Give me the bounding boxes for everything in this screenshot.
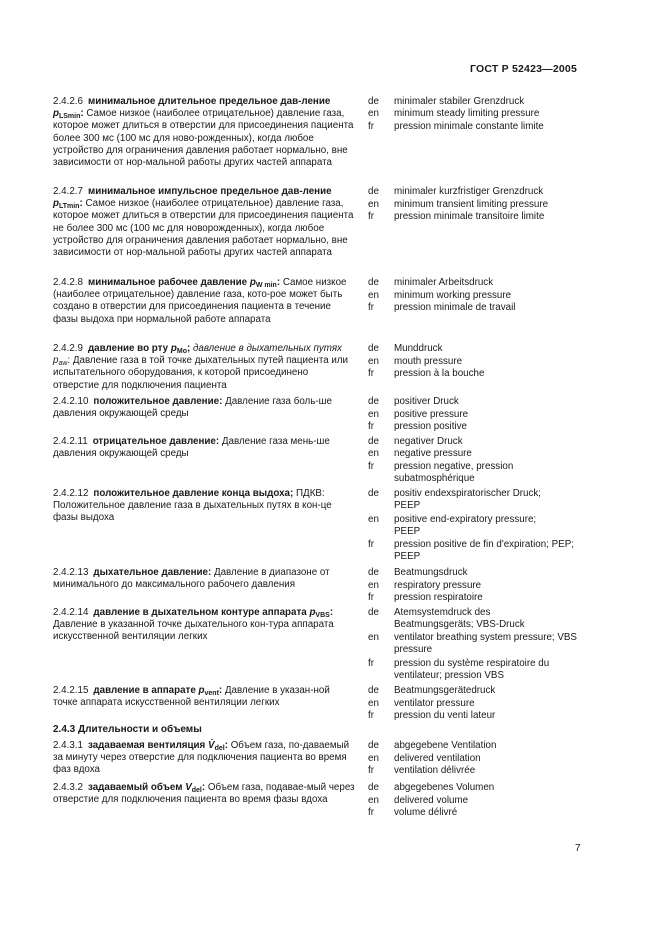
lang-en: en [368, 108, 379, 119]
translation-de: abgegebenes Volumen [394, 782, 495, 793]
translation-fr: pression positive de fin d'expiration; PEP; PEEP [394, 539, 574, 563]
translation-en: ventilator pressure [394, 698, 475, 709]
entry-term: задаваемый объем [87, 782, 183, 793]
entry-number: 2.4.2.6 [53, 96, 83, 107]
lang-de: de [368, 488, 379, 499]
translation-de: minimaler kurzfristiger Grenzdruck [394, 186, 544, 197]
lang-en: en [368, 356, 379, 367]
lang-fr: fr [368, 461, 374, 472]
entry-term: положительное давление конца выдоха; [93, 488, 294, 499]
entry-definition: Давление газа боль-ше давления окружающей среды [53, 396, 332, 420]
entry-number: 2.4.2.11 [53, 436, 88, 447]
lang-de: de [368, 343, 379, 354]
entry-definition: Давление в указанной точке дыхательного кон-тура аппарата искусственной вентиляции легких [53, 619, 334, 643]
entry-term: давление в аппарате [93, 685, 196, 696]
entry-definition: Давление газа в той точке дыхательных путей пациента или испытательного оборудования, к которой присоединено отверстие для подключения пациента [53, 355, 349, 391]
entry-number: 2.4.2.9 [53, 343, 83, 354]
translation-en: positive end-expiratory pressure; PEEP [394, 514, 537, 538]
lang-de: de [368, 396, 379, 407]
translation-fr: volume délivré [394, 807, 458, 818]
entry-term: минимальное импульсное предельное дав-ление [87, 186, 332, 197]
entry-2-4-2-15: 2.4.2.15 давление в аппарате $p_{vent}$: Давление в указан-ной точке аппарата искусственной вентиляции легких [53, 685, 330, 709]
lang-fr: fr [368, 121, 374, 132]
entry-term: задаваемая вентиляция [87, 740, 206, 751]
entry-term: давление в дыхательном контуре аппарата [93, 607, 307, 618]
entry-term: давление во рту [87, 343, 169, 354]
translation-de: positiver Druck [394, 396, 459, 407]
translation-fr: pression minimale constante limite [394, 121, 544, 132]
translation-fr: pression respiratoire [394, 592, 483, 603]
lang-en: en [368, 698, 379, 709]
entry-number: 2.4.2.15 [53, 685, 89, 696]
entry-2-4-2-12 [53, 488, 356, 525]
lang-fr: fr [368, 710, 374, 721]
translation-en: respiratory pressure [394, 580, 482, 591]
term-symbol: p [198, 685, 205, 696]
lang-fr: fr [368, 539, 374, 550]
term-symbol: p [249, 277, 256, 288]
lang-de: de [368, 567, 379, 578]
lang-en: en [368, 409, 379, 420]
translation-de: Munddruck [394, 343, 443, 354]
lang-en: en [368, 795, 379, 806]
translation-de: positiv endexspiratorischer Druck; PEEP [394, 488, 542, 512]
term-subscript: del [214, 745, 225, 752]
translation-en: delivered ventilation [394, 753, 481, 764]
translation-en: minimum working pressure [394, 290, 512, 301]
entry-2-4-2-10: 2.4.2.10 положительное давление: Давление газа боль-ше давления окружающей среды [53, 396, 332, 420]
translation-en: mouth pressure [394, 356, 463, 367]
term-symbol: p [309, 607, 316, 618]
alt-subscript: aw [58, 360, 68, 368]
translation-de: minimaler Arbeitsdruck [394, 277, 494, 288]
term-subscript: LSmin [58, 113, 81, 121]
lang-fr: fr [368, 765, 374, 776]
lang-de: de [368, 740, 379, 751]
entry-term: положительное давление [93, 396, 220, 407]
translation-de: Beatmungsgerätedruck [394, 685, 496, 696]
translation-de: Atemsystemdruck des Beatmungsgeräts; VBS-Druck [394, 607, 525, 631]
entry-2-4-2-8: 2.4.2.8 минимальное рабочее давление $p_{W min}$: Самое низкое (наиболее отрицательное) давление газа, кото-рое может быть создано в отверстии для присоединения пациента в течение фазы выдоха при нормальной работе аппарата [53, 277, 347, 325]
entry-number: 2.4.2.10 [53, 396, 89, 407]
translation-fr: pression minimale de travail [394, 302, 516, 313]
entry-2-4-2-14: 2.4.2.14 давление в дыхательном контуре аппарата $p_{VBS}$: Давление в указанной точке дыхательного кон-тура аппарата искусственной вентиляции легких [53, 607, 334, 643]
entry-number: 2.4.2.13 [53, 567, 89, 578]
translation-fr: ventilation délivrée [394, 765, 476, 776]
entry-definition: Самое низкое (наиболее отрицательное) давление газа, которое может длиться в отверстии для присоединения пациента более 300 мс (100 мс для ново-рожденных), когда любое устройство для ограничения давления работает нормально, вне зависимости от нор-мальной работы других частей аппарата [53, 108, 354, 169]
entry-definition: Самое низкое (наиболее отрицательное) давление газа, кото-рое может быть создано в отверстии для присоединения пациента в течение фазы выдоха при нормальной работе аппарата [53, 277, 347, 325]
translation-en: ventilator breathing system pressure; VBS pressure [394, 632, 577, 656]
term-symbol: p [170, 343, 177, 354]
term-subscript: Mo [176, 348, 187, 355]
alt-symbol: p [53, 355, 59, 367]
translation-de: Beatmungsdruck [394, 567, 468, 578]
translation-fr: pression positive [394, 421, 467, 432]
entry-number: 2.4.2.12 [53, 488, 89, 499]
entry-definition: Объем газа, по-даваемый за минуту через отверстие для подключения пациента во время фаз вдоха [53, 740, 350, 776]
translation-en: minimum transient limiting pressure [394, 199, 549, 210]
standard-header: ГОСТ Р 52423—2005 [470, 63, 578, 75]
lang-en: en [368, 753, 379, 764]
lang-fr: fr [368, 421, 374, 432]
term-subscript: del [191, 787, 202, 794]
entry-2-4-2-6: 2.4.2.6 минимальное длительное предельное дав-ление $p_{LSmin}$: Самое низкое (наиболее отрицательное) давление газа, которое может длиться в отверстии для присоединения пациента более 300 мс (100 мс для ново-рожденных), когда любое устройство для ограничения давления работает нормально, вне зависимости от нор-мальной работы других частей аппарата [53, 96, 354, 169]
term-subscript: W min [255, 282, 277, 289]
term-symbol: V̇ [208, 740, 215, 751]
entry-alt-term: давление в дыхательных путях [192, 343, 342, 354]
entry-number: 2.4.2.7 [53, 186, 83, 197]
entry-definition: Давление в диапазоне от минимального до максимального рабочего давления [53, 567, 330, 591]
lang-de: de [368, 186, 379, 197]
entry-2-4-2-11: 2.4.2.11 отрицательное давление: Давление газа мень-ше давления окружающей среды [53, 436, 330, 460]
lang-de: de [368, 685, 379, 696]
term-symbol: p [53, 198, 59, 210]
translation-en: positive pressure [394, 409, 469, 420]
entry-number: 2.4.2.14 [53, 607, 89, 618]
lang-en: en [368, 448, 379, 459]
translation-fr: pression à la bouche [394, 368, 485, 379]
translation-fr: pression negative, pression subatmosphérique [394, 461, 514, 485]
entry-number: 2.4.3.1 [53, 740, 83, 751]
lang-en: en [368, 199, 379, 210]
entry-2-4-3-2: 2.4.3.2 задаваемый объем $V_{del}$: Объем газа, подавае-мый через отверстие для подключения пациента во время фазы вдоха [53, 782, 355, 806]
term-symbol: p [53, 108, 59, 120]
lang-fr: fr [368, 211, 374, 222]
lang-en: en [368, 514, 379, 525]
entry-term: минимальное длительное предельное дав-ление [87, 96, 331, 107]
translation-fr: pression du venti lateur [394, 710, 496, 721]
term-symbol: V [185, 782, 192, 793]
entry-definition: Объем газа, подавае-мый через отверстие для подключения пациента во время фазы вдоха [53, 782, 355, 806]
section-title: 2.4.3 Длительности и объемы [53, 724, 202, 735]
translation-en: delivered volume [394, 795, 469, 806]
entry-definition: Давление газа мень-ше давления окружающей среды [53, 436, 330, 460]
lang-en: en [368, 290, 379, 301]
entry-2-4-2-9: 2.4.2.9 давление во рту $p_{Mo}$; давление в дыхательных путях $p_{aw}$: Давление газа в той точке дыхательных путей пациента или испытательного оборудования, к которой присоединено отверстие для подключения пациента [53, 343, 349, 391]
lang-en: en [368, 580, 379, 591]
translation-en: minimum steady limiting pressure [394, 108, 540, 119]
lang-fr: fr [368, 658, 374, 669]
term-subscript: VBS [315, 612, 330, 619]
entry-definition: Самое низкое (наиболее отрицательное) давление газа, которое может длиться в отверстии для присоединения пациента не более 300 мс (100 мс для новорожденных), когда любое устройство для ограничения давления работает нормально, вне зависимости от нор-мальной работы других частей аппарата [53, 198, 354, 259]
entry-2-4-3-1: 2.4.3.1 задаваемая вентиляция $V̇_{del}$: Объем газа, по-даваемый за минуту через отверстие для подключения пациента во время фаз вдоха [53, 740, 350, 776]
entry-2-4-2-7: 2.4.2.7 минимальное импульсное предельное дав-ление $p_{LTmin}$: Самое низкое (наиболее отрицательное) давление газа, которое может длиться в отверстии для присоединения пациента не более 300 мс (100 мс для новорожденных), когда любое устройство для ограничения давления работает нормально, вне зависимости от нор-мальной работы других частей аппарата [53, 186, 354, 259]
entry-definition: Давление в указан-ной точке аппарата искусственной вентиляции легких [53, 685, 330, 709]
translation-fr: pression minimale transitoire limite [394, 211, 545, 222]
term-subscript: vent [204, 690, 219, 697]
lang-de: de [368, 782, 379, 793]
lang-fr: fr [368, 807, 374, 818]
lang-fr: fr [368, 302, 374, 313]
entry-term: отрицательное давление [92, 436, 216, 447]
lang-de: de [368, 607, 379, 618]
entry-term: минимальное рабочее давление [87, 277, 248, 288]
entry-definition: Положительное давление газа в дыхательных путях в кон-це фазы выдоха [53, 500, 332, 524]
translation-de: negativer Druck [394, 436, 463, 447]
translation-en: negative pressure [394, 448, 472, 459]
lang-en: en [368, 632, 379, 643]
entry-abbreviation: ПДКВ: [296, 488, 325, 499]
lang-fr: fr [368, 592, 374, 603]
translation-de: abgegebene Ventilation [394, 740, 497, 751]
entry-number: 2.4.2.8 [53, 277, 83, 288]
translation-fr: pression du système respiratoire du ventilateur; pression VBS [394, 658, 550, 682]
entry-number: 2.4.3.2 [53, 782, 83, 793]
entry-term: дыхательное давление [93, 567, 208, 578]
page-number: 7 [575, 843, 581, 854]
translation-de: minimaler stabiler Grenzdruck [394, 96, 525, 107]
term-subscript: LTmin [58, 203, 80, 211]
lang-de: de [368, 277, 379, 288]
entry-2-4-2-13: 2.4.2.13 дыхательное давление: Давление в диапазоне от минимального до максимального рабочего давления [53, 567, 330, 591]
lang-fr: fr [368, 368, 374, 379]
lang-de: de [368, 436, 379, 447]
lang-de: de [368, 96, 379, 107]
